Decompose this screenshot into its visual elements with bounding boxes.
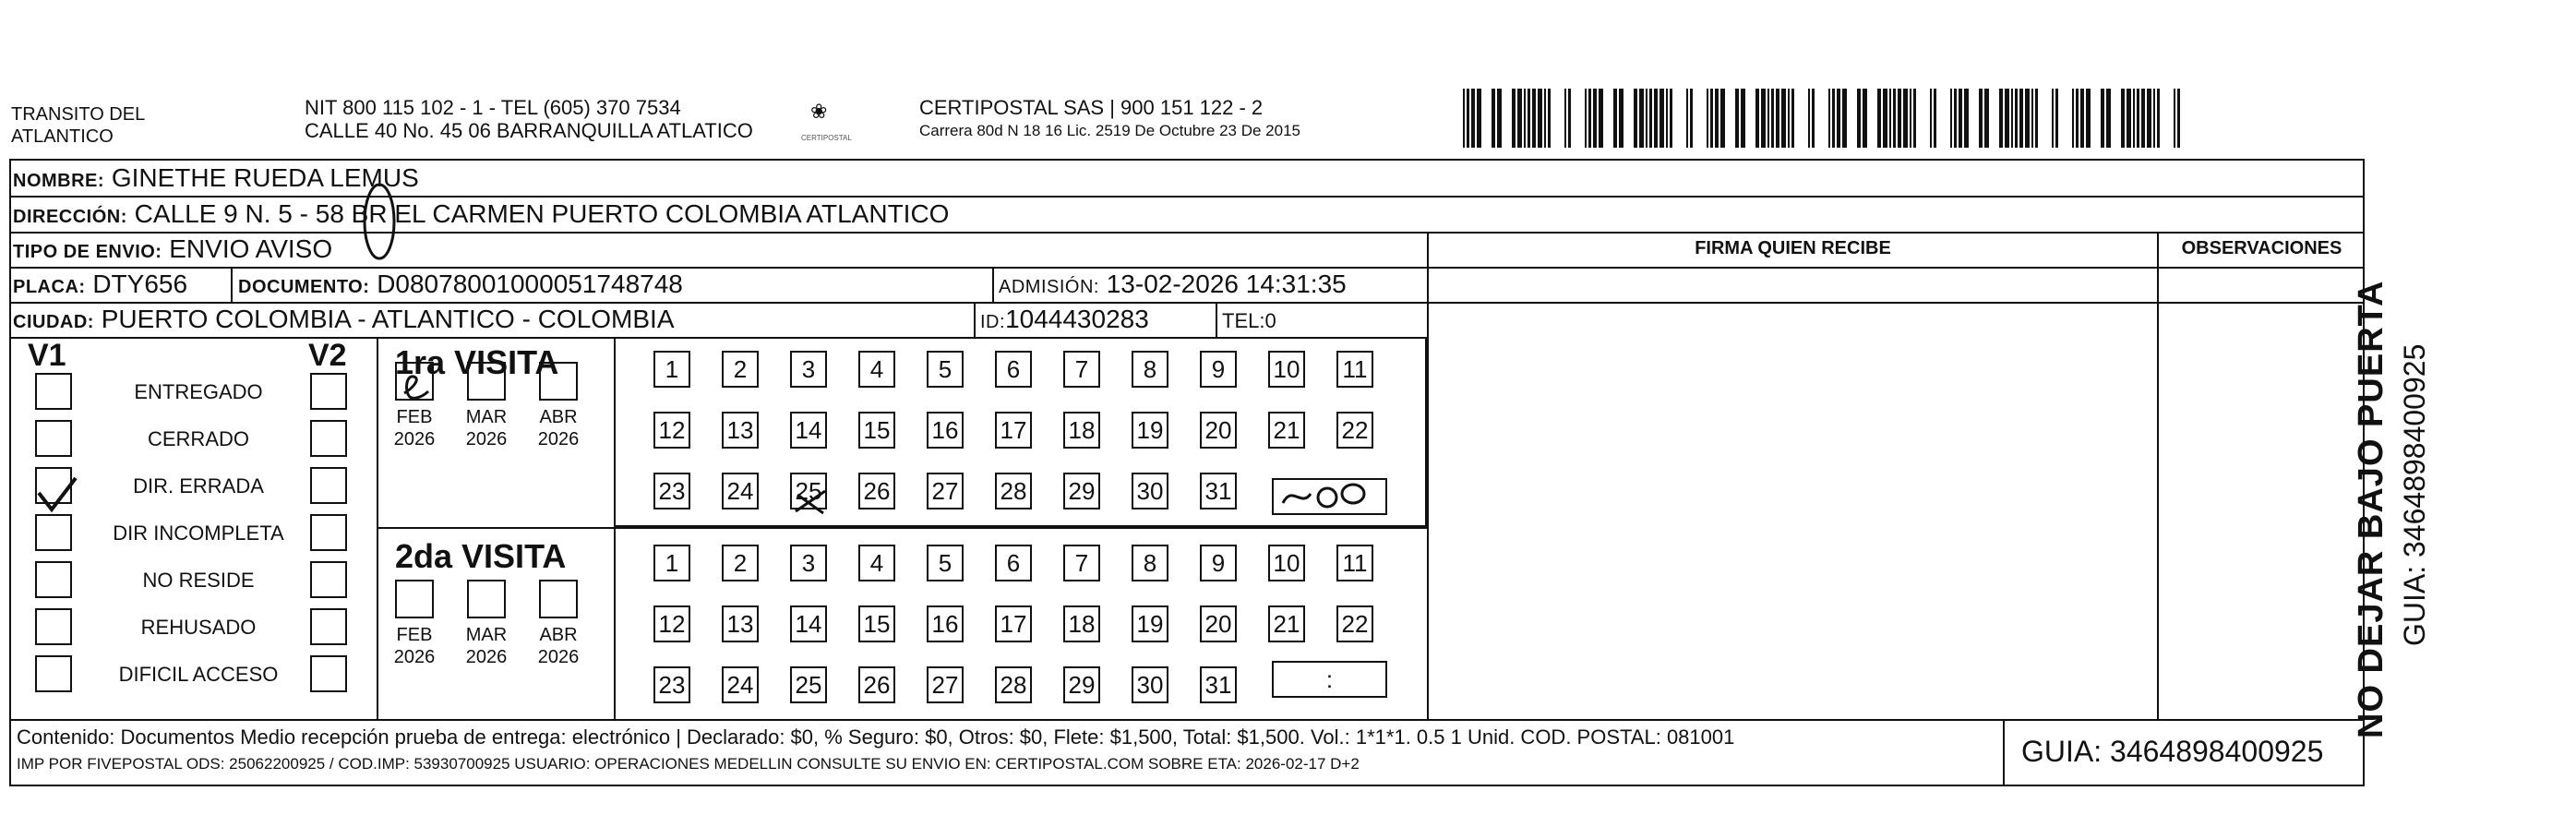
barcode-bar: [1832, 89, 1835, 148]
barcode-bar: [1532, 89, 1536, 148]
v2-checkbox[interactable]: [310, 420, 347, 457]
barcode-bar: [1883, 89, 1887, 148]
barcode-bar: [2086, 89, 2091, 148]
barcode-bar: [2025, 89, 2030, 148]
barcode-bar: [2019, 89, 2023, 148]
visit2-day-box[interactable]: 23: [653, 666, 690, 703]
admission-row: [999, 269, 1347, 303]
visit2-day-box[interactable]: 21: [1268, 605, 1305, 642]
barcode-bar: [1564, 89, 1566, 148]
barcode-bar: [1808, 89, 1810, 148]
visit1-month-checkbox[interactable]: [539, 362, 578, 401]
visit2-day-box[interactable]: 11: [1336, 545, 1373, 581]
visit1-day-box[interactable]: 1: [653, 351, 690, 388]
city-value: PUERTO COLOMBIA - ATLANTICO - COLOMBIA: [101, 305, 675, 333]
visit2-month-checkbox[interactable]: [467, 580, 506, 618]
barcode-bar: [1659, 89, 1664, 148]
barcode-bar: [1497, 89, 1502, 148]
barcode-bar: [1467, 89, 1469, 148]
tel-row: [1222, 306, 1276, 337]
barcode-bar: [1837, 89, 1840, 148]
visit2-day-box[interactable]: 10: [1268, 545, 1305, 581]
v1-checkbox[interactable]: [35, 373, 72, 410]
side-warning: NO DEJAR BAJO PUERTA: [2352, 280, 2390, 738]
barcode-bar: [1776, 89, 1779, 148]
barcode-bar: [1999, 89, 2003, 148]
barcode-bar: [1593, 89, 1597, 148]
document-value: D08078001000051748748: [377, 270, 683, 298]
visit1-day-box[interactable]: 12: [653, 412, 690, 449]
barcode-bar: [2072, 89, 2074, 148]
barcode-bar: [1741, 89, 1745, 148]
id-label: ID:: [980, 312, 1006, 332]
visit2-month-label: [463, 624, 509, 668]
barcode-bar: [1585, 89, 1587, 148]
visit2-day-box[interactable]: 24: [722, 666, 759, 703]
barcode-bar: [1910, 89, 1911, 148]
barcode-bar: [1512, 89, 1516, 148]
visit2-day-box[interactable]: 29: [1063, 666, 1100, 703]
shipment-type: ENVIO AVISO: [169, 234, 333, 263]
barcode-bar: [1710, 89, 1713, 148]
admission-label: ADMISIÓN:: [999, 277, 1099, 297]
barcode-bar: [1828, 89, 1830, 148]
barcode-bar: [1471, 89, 1475, 148]
status-label: NO RESIDE: [142, 569, 255, 592]
v1-checkbox[interactable]: [35, 655, 72, 692]
visit1-day-box[interactable]: 31: [1200, 473, 1237, 509]
barcode-bar: [1934, 89, 1936, 148]
month-name: MAR: [465, 625, 508, 645]
visit2-month-label: [391, 624, 437, 668]
visit1-day-box[interactable]: 10: [1268, 351, 1305, 388]
v2-checkbox[interactable]: [310, 467, 347, 504]
visit2-day-box[interactable]: 12: [653, 605, 690, 642]
handwritten-mark-icon: [397, 369, 434, 406]
visit1-day-box[interactable]: 29: [1063, 473, 1100, 509]
visit2-day-box[interactable]: 17: [995, 605, 1032, 642]
barcode-bar: [2106, 89, 2111, 148]
visit1-day-box[interactable]: 19: [1132, 412, 1168, 449]
visit1-day-box[interactable]: 3: [790, 351, 827, 388]
visit2-day-box[interactable]: 25: [790, 666, 827, 703]
visit2-day-box[interactable]: 1: [653, 545, 690, 581]
barcode-bar: [1903, 89, 1908, 148]
footer-guia: GUIA: 3464898400925: [2021, 735, 2324, 768]
visit2-day-box[interactable]: 2: [722, 545, 759, 581]
city-row: [13, 304, 675, 338]
id-value: 1044430283: [1005, 305, 1149, 333]
barcode-bar: [2157, 89, 2160, 148]
shipment-row: [13, 234, 332, 268]
barcode: [1463, 89, 2183, 148]
courier-logo-icon: ❀: [810, 100, 828, 123]
status-label: ENTREGADO: [134, 380, 263, 403]
visit1-day-box[interactable]: 9: [1200, 351, 1237, 388]
barcode-bar: [2080, 89, 2084, 148]
visit2-month-checkbox[interactable]: [395, 580, 434, 618]
barcode-bar: [2153, 89, 2155, 148]
barcode-bar: [1771, 89, 1774, 148]
visit1-day-box[interactable]: 22: [1336, 412, 1373, 449]
visit2-day-box[interactable]: 6: [995, 545, 1032, 581]
visit1-day-box[interactable]: 16: [927, 412, 964, 449]
barcode-bar: [1690, 89, 1693, 148]
month-year: 2026: [393, 429, 436, 449]
barcode-bar: [2055, 89, 2058, 148]
visit1-title: 1ra VISITA: [395, 343, 559, 381]
visit2-day-box[interactable]: 5: [927, 545, 964, 581]
barcode-bar: [1781, 89, 1786, 148]
status-label: CERRADO: [147, 427, 249, 450]
status-label: DIR INCOMPLETA: [113, 521, 284, 545]
plate-row: [13, 269, 187, 303]
barcode-bar: [1767, 89, 1769, 148]
barcode-bar: [1788, 89, 1790, 148]
v2-checkbox[interactable]: [310, 561, 347, 598]
address-label: DIRECCIÓN:: [13, 207, 127, 227]
visit1-day-box[interactable]: 28: [995, 473, 1032, 509]
barcode-bar: [2005, 89, 2009, 148]
visit1-day-box[interactable]: 17: [995, 412, 1032, 449]
visit2-day-box[interactable]: 20: [1200, 605, 1237, 642]
barcode-bar: [1544, 89, 1546, 148]
barcode-bar: [1715, 89, 1719, 148]
barcode-bar: [1517, 89, 1522, 148]
barcode-bar: [1524, 89, 1526, 148]
barcode-bar: [1877, 89, 1881, 148]
visit2-day-box[interactable]: 26: [858, 666, 895, 703]
barcode-bar: [1812, 89, 1815, 148]
barcode-bar: [1913, 89, 1916, 148]
courier-line2: Carrera 80d N 18 16 Lic. 2519 De Octubre 23 De 2015: [919, 122, 1300, 139]
footer-print-info: IMP POR FIVEPOSTAL ODS: 25062200925 / COD.IMP: 53930700925 USUARIO: OPERACIONES MEDELLIN CONSULTE SU ENVIO EN: CERTIPOSTAL.COM SOBRE ETA: 2026-02-17 D+2: [17, 755, 1360, 773]
barcode-bar: [1670, 89, 1672, 148]
day-25-strike-icon: [792, 484, 829, 521]
admission-value: 13-02-2026 14:31:35: [1106, 270, 1347, 298]
barcode-bar: [1893, 89, 1896, 148]
visit2-time-placeholder: :: [1325, 665, 1334, 693]
side-guia: GUIA: 3464898400925: [2398, 343, 2431, 646]
visit2-month-checkbox[interactable]: [539, 580, 578, 618]
visit2-day-box[interactable]: 14: [790, 605, 827, 642]
month-year: 2026: [465, 647, 508, 667]
tel-value: 0: [1264, 309, 1276, 332]
visit1-day-box[interactable]: 11: [1336, 351, 1373, 388]
barcode-bar: [1954, 89, 1957, 148]
barcode-bar: [1568, 89, 1571, 148]
visit2-time-box[interactable]: [1272, 661, 1387, 698]
sender-line2: ATLANTICO: [11, 126, 114, 147]
visit2-day-box[interactable]: 8: [1132, 545, 1168, 581]
visit2-day-box[interactable]: 31: [1200, 666, 1237, 703]
barcode-bar: [1492, 89, 1495, 148]
v1-checkbox[interactable]: [35, 608, 72, 645]
recipient-name: GINETHE RUEDA LEMUS: [111, 163, 419, 192]
plate-label: PLACA:: [13, 277, 86, 297]
visit1-day-box[interactable]: 25: [790, 473, 827, 509]
visit1-day-box[interactable]: 21: [1268, 412, 1305, 449]
document-label: DOCUMENTO:: [238, 277, 370, 297]
barcode-bar: [1842, 89, 1847, 148]
plate-value: DTY656: [92, 270, 188, 298]
barcode-bar: [1639, 89, 1644, 148]
visit2-day-box[interactable]: 3: [790, 545, 827, 581]
barcode-bar: [2147, 89, 2151, 148]
signature-header: FIRMA QUIEN RECIBE: [1695, 238, 1891, 258]
barcode-bar: [1755, 89, 1759, 148]
footer-contents: Contenido: Documentos Medio recepción prueba de entrega: electrónico | Declarado: $0, % Seguro: $0, Otros: $0, Flete: $1,500, Total: $1,500. Vol.: 1*1*1. 0.5 1 Unid. COD. POSTAL: 081001: [17, 725, 1735, 749]
v2-header: V2: [308, 338, 347, 373]
barcode-bar: [1959, 89, 1962, 148]
visit2-title: 2da VISITA: [395, 537, 567, 575]
visit1-day-box[interactable]: 13: [722, 412, 759, 449]
barcode-bar: [2137, 89, 2139, 148]
barcode-bar: [2141, 89, 2145, 148]
v2-checkbox[interactable]: [310, 608, 347, 645]
status-label: DIR. ERRADA: [133, 474, 264, 497]
status-label: DIFICIL ACCESO: [118, 663, 279, 686]
v1-header: V1: [28, 338, 66, 373]
barcode-bar: [1599, 89, 1603, 148]
visit1-month-label: [463, 406, 509, 450]
visit1-day-box[interactable]: 18: [1063, 412, 1100, 449]
check-mark-icon: [35, 473, 81, 519]
visit1-day-box[interactable]: 8: [1132, 351, 1168, 388]
sender-line1: TRANSITO DEL: [11, 104, 146, 125]
visit2-day-box[interactable]: 15: [858, 605, 895, 642]
visit1-day-box[interactable]: 27: [927, 473, 964, 509]
visit2-day-box[interactable]: 18: [1063, 605, 1100, 642]
month-year: 2026: [537, 647, 580, 667]
barcode-bar: [1588, 89, 1591, 148]
visit1-day-box[interactable]: 2: [722, 351, 759, 388]
document-row: [238, 269, 683, 303]
barcode-bar: [1538, 89, 1542, 148]
barcode-bar: [2127, 89, 2131, 148]
visit2-day-box[interactable]: 28: [995, 666, 1032, 703]
barcode-bar: [1634, 89, 1637, 148]
barcode-bar: [2035, 89, 2038, 148]
visit1-day-box[interactable]: 4: [858, 351, 895, 388]
address-row: [13, 198, 949, 233]
visit2-day-box[interactable]: 7: [1063, 545, 1100, 581]
barcode-bar: [1646, 89, 1647, 148]
visit1-month-label: [535, 406, 581, 450]
barcode-bar: [1477, 89, 1481, 148]
barcode-bar: [2031, 89, 2033, 148]
courier-logo-text: CERTIPOSTAL: [801, 134, 852, 142]
month-name: FEB: [396, 625, 433, 645]
visit1-month-checkbox[interactable]: [467, 362, 506, 401]
visit2-day-box[interactable]: 13: [722, 605, 759, 642]
status-label: REHUSADO: [140, 616, 257, 639]
barcode-bar: [1898, 89, 1901, 148]
barcode-bar: [2011, 89, 2013, 148]
visit2-month-label: [535, 624, 581, 668]
courier-block: [919, 96, 1300, 142]
v1-checkbox[interactable]: [35, 420, 72, 457]
visit2-day-box[interactable]: 27: [927, 666, 964, 703]
barcode-bar: [1984, 89, 1989, 148]
visit1-day-box[interactable]: 6: [995, 351, 1032, 388]
barcode-bar: [2121, 89, 2125, 148]
barcode-bar: [2052, 89, 2054, 148]
visit1-day-box[interactable]: 5: [927, 351, 964, 388]
v2-checkbox[interactable]: [310, 514, 347, 551]
barcode-bar: [2015, 89, 2018, 148]
city-label: CIUDAD:: [13, 312, 94, 332]
barcode-bar: [1654, 89, 1658, 148]
visit1-day-box[interactable]: 24: [722, 473, 759, 509]
barcode-bar: [1950, 89, 1952, 148]
barcode-bar: [1548, 89, 1551, 148]
address-circle-mark-icon: [355, 175, 406, 268]
tel-label: TEL:: [1222, 309, 1265, 332]
visit1-day-box[interactable]: 26: [858, 473, 895, 509]
visit1-day-box[interactable]: 15: [858, 412, 895, 449]
id-row: [980, 304, 1149, 338]
visit2-day-box[interactable]: 4: [858, 545, 895, 581]
visit2-day-box[interactable]: 22: [1336, 605, 1373, 642]
barcode-bar: [1863, 89, 1867, 148]
visit2-day-box[interactable]: 9: [1200, 545, 1237, 581]
barcode-bar: [1686, 89, 1688, 148]
barcode-bar: [1528, 89, 1530, 148]
name-label: NOMBRE:: [13, 171, 105, 191]
month-year: 2026: [393, 647, 436, 667]
visit1-day-box[interactable]: 20: [1200, 412, 1237, 449]
barcode-bar: [1666, 89, 1668, 148]
barcode-bar: [1761, 89, 1766, 148]
recipient-address: CALLE 9 N. 5 - 58 BR EL CARMEN PUERTO COLOMBIA ATLANTICO: [134, 199, 950, 228]
visit1-month-label: [391, 406, 437, 450]
v2-checkbox[interactable]: [310, 373, 347, 410]
month-name: FEB: [396, 407, 433, 427]
visit2-day-box[interactable]: 16: [927, 605, 964, 642]
barcode-bar: [1964, 89, 1969, 148]
barcode-bar: [2076, 89, 2079, 148]
barcode-bar: [1463, 89, 1465, 148]
barcode-bar: [1707, 89, 1708, 148]
barcode-bar: [1735, 89, 1739, 148]
month-name: ABR: [539, 407, 578, 427]
month-year: 2026: [537, 429, 580, 449]
observations-header: OBSERVACIONES: [2181, 238, 2342, 258]
barcode-bar: [1979, 89, 1983, 148]
barcode-bar: [2101, 89, 2104, 148]
visit2-day-box[interactable]: 30: [1132, 666, 1168, 703]
barcode-bar: [1889, 89, 1891, 148]
visit1-day-box[interactable]: 7: [1063, 351, 1100, 388]
sender-block: [11, 103, 288, 148]
sender-nit: NIT 800 115 102 - 1 - TEL (605) 370 7534: [305, 96, 681, 119]
barcode-bar: [2177, 89, 2180, 148]
visit1-time-box[interactable]: [1272, 478, 1387, 515]
sender-address: [305, 96, 753, 142]
barcode-bar: [2174, 89, 2175, 148]
courier-line1: CERTIPOSTAL SAS | 900 151 122 - 2: [919, 96, 1264, 119]
barcode-bar: [1649, 89, 1652, 148]
barcode-bar: [1720, 89, 1725, 148]
month-name: MAR: [465, 407, 508, 427]
visit1-day-box[interactable]: 14: [790, 412, 827, 449]
v1-checkbox[interactable]: [35, 561, 72, 598]
visit2-day-box[interactable]: 19: [1132, 605, 1168, 642]
v1-checkbox[interactable]: [35, 514, 72, 551]
barcode-bar: [1791, 89, 1794, 148]
sender-street: CALLE 40 No. 45 06 BARRANQUILLA ATLATICO: [305, 119, 753, 142]
barcode-bar: [2133, 89, 2135, 148]
barcode-bar: [1613, 89, 1617, 148]
v2-checkbox[interactable]: [310, 655, 347, 692]
month-year: 2026: [465, 429, 508, 449]
barcode-bar: [1930, 89, 1932, 148]
visit1-day-box[interactable]: 23: [653, 473, 690, 509]
visit1-day-box[interactable]: 30: [1132, 473, 1168, 509]
shipment-label: TIPO DE ENVIO:: [13, 242, 162, 262]
barcode-bar: [1857, 89, 1861, 148]
barcode-bar: [1619, 89, 1623, 148]
month-name: ABR: [539, 625, 578, 645]
